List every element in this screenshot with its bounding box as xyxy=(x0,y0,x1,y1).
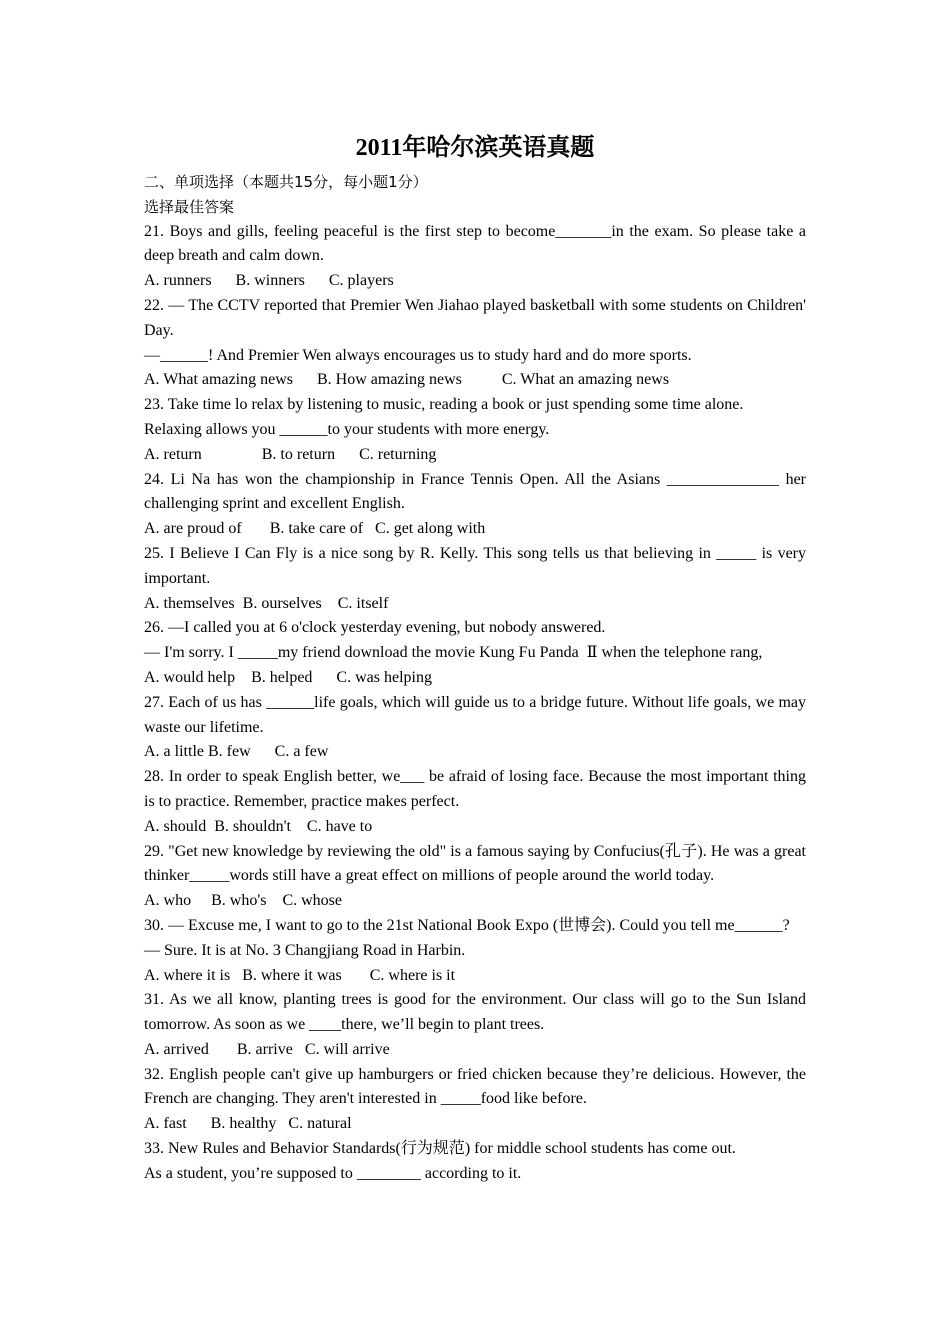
question-25-stem: 25. I Believe I Can Fly is a nice song by R. Kelly. This song tells us that believing in _____ is very important. xyxy=(144,544,806,587)
question-27-stem: 27. Each of us has ______life goals, which will guide us to a bridge future. Without life goals, we may waste our lifetime. xyxy=(144,693,806,736)
question-26-reply: — I'm sorry. I _____my friend download the movie Kung Fu Panda Ⅱ when the telephone rang, xyxy=(144,644,763,662)
question-30-options: A. where it is B. where it was C. where is it xyxy=(144,966,456,984)
question-29-stem: 29. "Get new knowledge by reviewing the old" is a famous saying by Confucius(孔子). He was a great thinker_____words still have a great effect on millions of people around the world today. xyxy=(144,842,806,885)
question-31-stem: 31. As we all know, planting trees is good for the environment. Our class will go to the Sun Island tomorrow. As soon as we ____there, we’ll begin to plant trees. xyxy=(144,991,806,1034)
question-32-options: A. fast B. healthy C. natural xyxy=(144,1115,352,1133)
question-27-options: A. a little B. few C. a few xyxy=(144,743,329,761)
question-22-reply: —______! And Premier Wen always encourages us to study hard and do more sports. xyxy=(144,346,692,364)
question-30-reply: — Sure. It is at No. 3 Changjiang Road in Harbin. xyxy=(144,941,466,959)
question-21-options: A. runners B. winners C. players xyxy=(144,272,394,290)
question-28-stem: 28. In order to speak English better, we___ be afraid of losing face. Because the most important thing is to practice. Remember, practice makes perfect. xyxy=(144,768,806,810)
question-24-stem: 24. Li Na has won the championship in France Tennis Open. All the Asians ______________ her challenging sprint and excellent English. xyxy=(144,470,806,513)
document-page xyxy=(144,128,806,1187)
question-25-options: A. themselves B. ourselves C. itself xyxy=(144,594,389,612)
question-24-options: A. are proud of B. take care of C. get along with xyxy=(144,520,486,538)
question-21-stem: 21. Boys and gills, feeling peaceful is the first step to become_______in the exam. So please take a deep breath and calm down. xyxy=(144,222,806,265)
section-heading: 二、单项选择（本题共15分，每小题1分） xyxy=(144,173,428,191)
question-26-stem: 26. —I called you at 6 o'clock yesterday evening, but nobody answered. xyxy=(144,619,606,637)
question-33-stem: 33. New Rules and Behavior Standards(行为规范) for middle school students has come out. xyxy=(144,1140,736,1158)
question-23-options: A. return B. to return C. returning xyxy=(144,445,437,463)
document-title: 2011年哈尔滨英语真题 xyxy=(355,135,595,161)
question-30-stem: 30. — Excuse me, I want to go to the 21st National Book Expo (世博会). Could you tell me______? xyxy=(144,916,790,934)
question-28-options: A. should B. shouldn't C. have to xyxy=(144,817,373,835)
question-23-stem-2: Relaxing allows you ______to your students with more energy. xyxy=(144,420,550,438)
question-22-stem: 22. — The CCTV reported that Premier Wen Jiahao played basketball with some students on Children' Day. xyxy=(144,296,806,339)
question-23-stem: 23. Take time lo relax by listening to music, reading a book or just spending some time alone. xyxy=(144,396,744,414)
instruction-text: 选择最佳答案 xyxy=(144,197,235,216)
question-29-options: A. who B. who's C. whose xyxy=(144,892,342,910)
question-32-stem: 32. English people can't give up hamburgers or fried chicken because they’re delicious. However, the French are changing. They aren't interested in _____food like before. xyxy=(144,1065,806,1108)
question-26-options: A. would help B. helped C. was helping xyxy=(144,668,432,686)
question-22-options: A. What amazing news B. How amazing news C. What an amazing news xyxy=(144,371,670,389)
question-31-options: A. arrived B. arrive C. will arrive xyxy=(144,1040,390,1058)
question-33-stem-2: As a student, you’re supposed to ________ according to it. xyxy=(144,1164,522,1182)
